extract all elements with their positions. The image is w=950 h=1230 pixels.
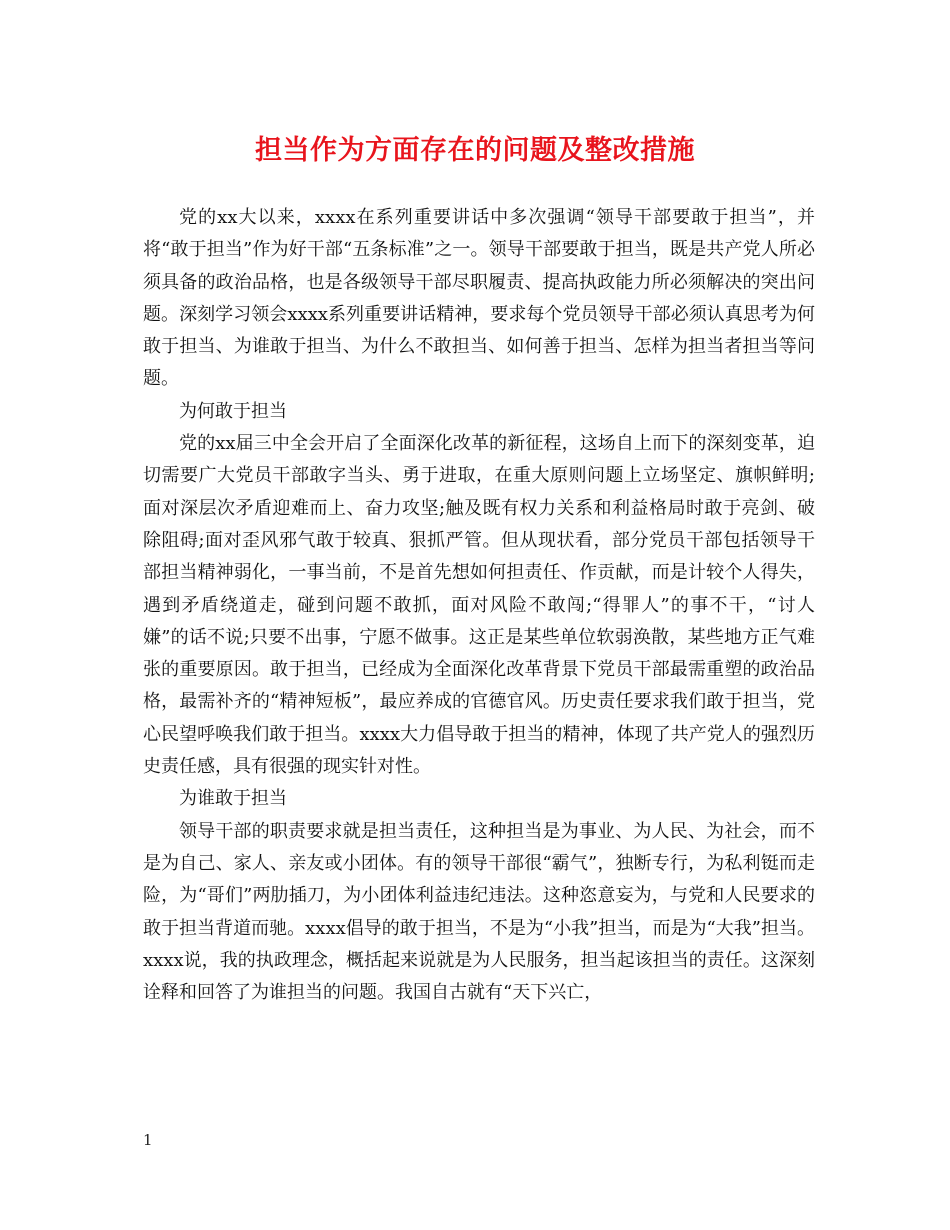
- why-paragraph: 党的xx届三中全会开启了全面深化改革的新征程，这场自上而下的深刻变革，迫切需要广大党员干部敢字当头、勇于进取，在重大原则问题上立场坚定、旗帜鲜明;面对深层次矛盾迎难而上、奋力攻坚;触及既有权力关系和利益格局时敢于亮剑、破除阻碍;面对歪风邪气敢于较真、狠抓严管。但从现状看，部分党员干部包括领导干部担当精神弱化，一事当前，不是首先想如何担责任、作贡献，而是计较个人得失，遇到矛盾绕道走，碰到问题不敢抓，面对风险不敢闯;“得罪人”的事不干，“讨人嫌”的话不说;只要不出事，宁愿不做事。这正是某些单位软弱涣散，某些地方正气难张的重要原因。敢于担当，已经成为全面深化改革背景下党员干部最需重塑的政治品格，最需补齐的“精神短板”，最应养成的官德官风。历史责任要求我们敢于担当，党心民望呼唤我们敢于担当。xxxx大力倡导敢于担当的精神，体现了共产党人的强烈历史责任感，具有很强的现实针对性。: [143, 433, 815, 778]
- intro-paragraph: 党的xx大以来，xxxx在系列重要讲话中多次强调“领导干部要敢于担当”，并将“敢于担当”作为好干部“五条标准”之一。领导干部要敢于担当，既是共产党人所必须具备的政治品格，也是各级领导干部尽职履责、提高执政能力所必须解决的突出问题。深刻学习领会xxxx系列重要讲话精神，要求每个党员领导干部必须认真思考为何敢于担当、为谁敢于担当、为什么不敢担当、如何善于担当、怎样为担当者担当等问题。: [143, 207, 815, 390]
- section-heading-why: 为何敢于担当: [179, 400, 287, 422]
- page-number: 1: [143, 1131, 153, 1149]
- section-heading-for-whom: 为谁敢于担当: [179, 788, 287, 810]
- document-title: 担当作为方面存在的问题及整改措施: [255, 135, 695, 166]
- document-body: [143, 202, 815, 1009]
- for-whom-paragraph: 领导干部的职责要求就是担当责任，这种担当是为事业、为人民、为社会，而不是为自己、家人、亲友或小团体。有的领导干部很“霸气”，独断专行，为私利铤而走险，为“哥们”两肋插刀，为小团体利益违纪违法。这种恣意妄为，与党和人民要求的敢于担当背道而驰。xxxx倡导的敢于担当，不是为“小我”担当，而是为“大我”担当。xxxx说，我的执政理念，概括起来说就是为人民服务，担当起该担当的责任。这深刻诠释和回答了为谁担当的问题。我国自古就有“天下兴亡，: [143, 820, 815, 1004]
